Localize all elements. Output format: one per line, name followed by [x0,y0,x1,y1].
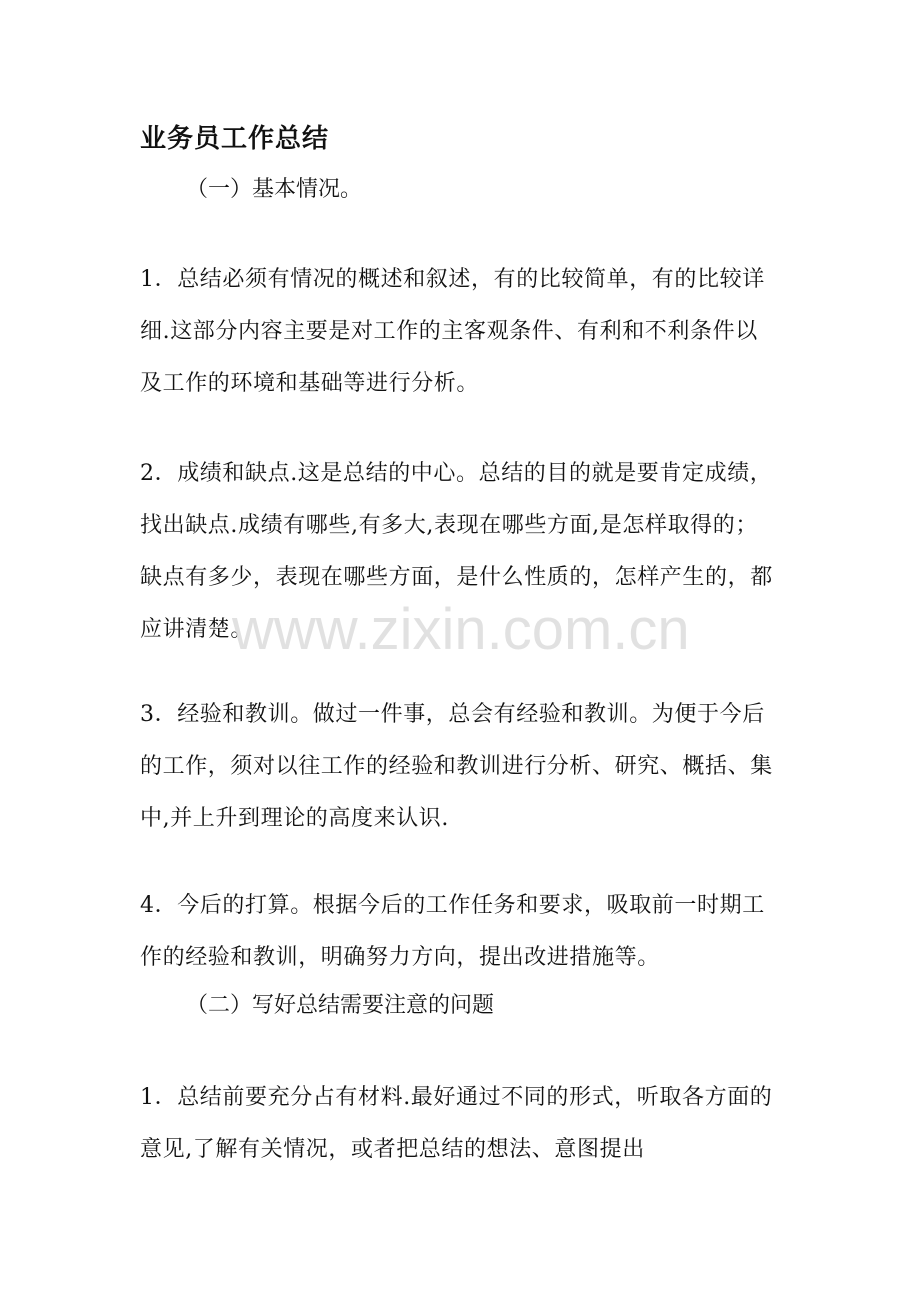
section-heading-notes: （二）写好总结需要注意的问题 [186,993,495,1018]
paragraph-item-3: 3．经验和教训。做过一件事，总会有经验和教训。为便于今后的工作，须对以往工作的经验和教训进行分析、研究、概括、集中,并上升到理论的高度来认识. [140,702,773,831]
section-heading-basic-situation: （一）基本情况。 [186,177,363,202]
document-title: 业务员工作总结 [140,124,330,154]
watermark: www.zixin.com.cn [232,597,690,662]
paragraph-item-2: 2．成绩和缺点.这是总结的中心。总结的目的就是要肯定成绩，找出缺点.成绩有哪些,有多大,表现在哪些方面,是怎样取得的；缺点有多少，表现在哪些方面，是什么性质的，怎样产生的，都应讲清楚。 [140,461,773,642]
paragraph-item-4: 4．今后的打算。根据今后的工作任务和要求，吸取前一时期工作的经验和教训，明确努力方向，提出改进措施等。 [140,893,765,970]
paragraph-item-5: 1．总结前要充分占有材料.最好通过不同的形式，听取各方面的意见,了解有关情况，或者把总结的想法、意图提出 [140,1085,773,1162]
paragraph-item-1: 1．总结必须有情况的概述和叙述，有的比较简单，有的比较详细.这部分内容主要是对工作的主客观条件、有利和不利条件以及工作的环境和基础等进行分析。 [140,267,765,396]
